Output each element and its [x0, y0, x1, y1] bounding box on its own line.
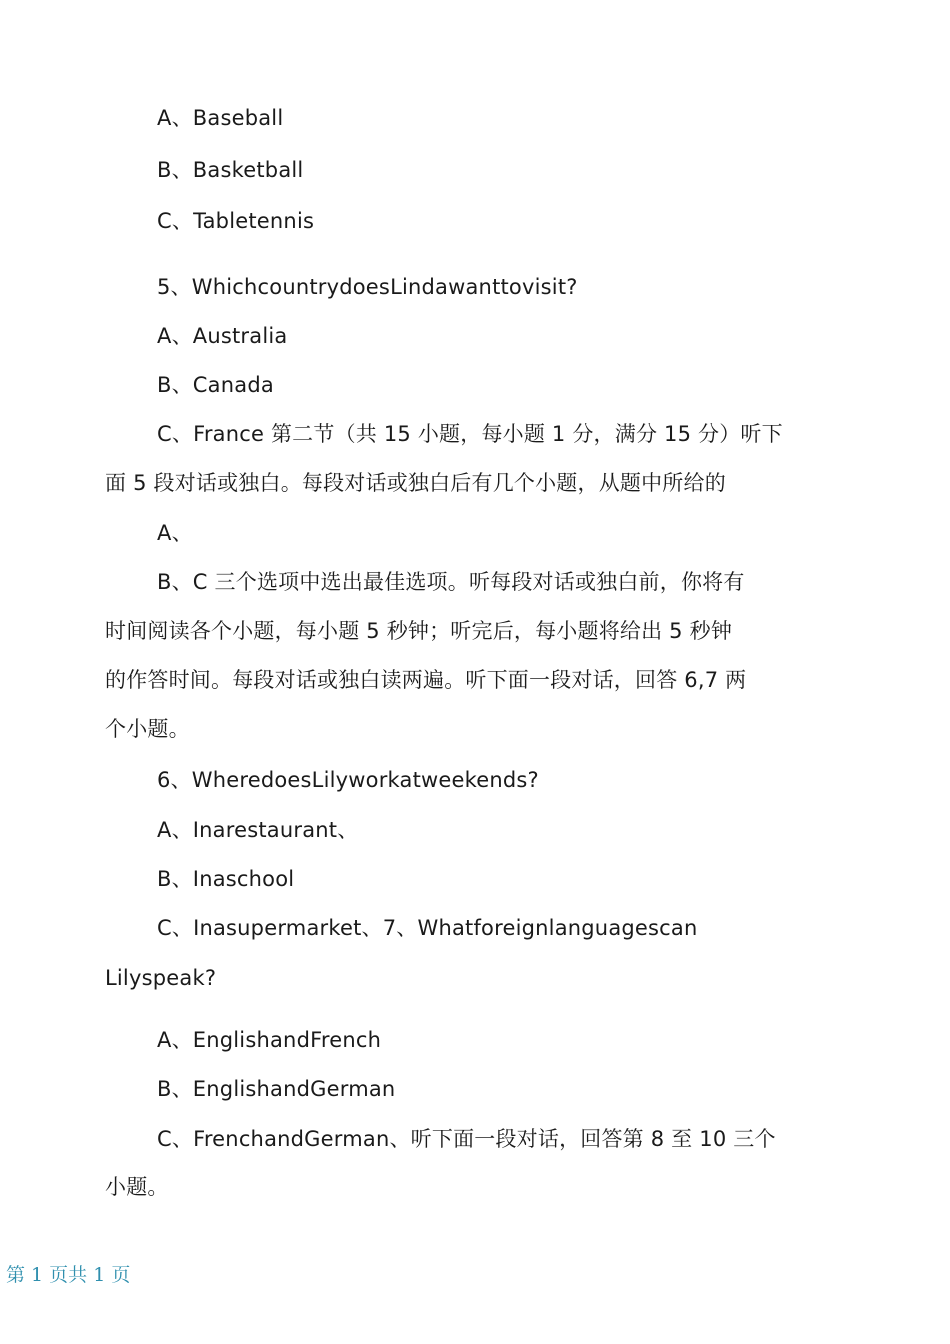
option-a-australia: A、Australia: [157, 324, 288, 348]
question-7-continued: Lilyspeak?: [105, 966, 217, 990]
option-c-tabletennis: C、Tabletennis: [157, 209, 315, 233]
instruction-line: 时间阅读各个小题，每小题 5 秒钟；听完后，每小题将给出 5 秒钟: [105, 619, 733, 643]
instruction-line: 个小题。: [105, 717, 190, 741]
option-b-basketball: B、Basketball: [157, 158, 304, 182]
option-a-restaurant: A、Inarestaurant、: [157, 818, 359, 842]
option-b-english-german: B、EnglishandGerman: [157, 1077, 396, 1101]
instruction-line: 的作答时间。每段对话或独白读两遍。听下面一段对话，回答 6,7 两: [105, 668, 747, 692]
option-a-baseball: A、Baseball: [157, 106, 284, 130]
option-c-french-german: C、FrenchandGerman、听下面一段对话，回答第 8 至 10 三个: [157, 1127, 776, 1151]
instruction-line: 小题。: [105, 1175, 169, 1199]
option-a-english-french: A、EnglishandFrench: [157, 1028, 382, 1052]
question-6: 6、WheredoesLilyworkatweekends?: [157, 768, 539, 792]
option-c-france-section-two: C、France 第二节（共 15 小题，每小题 1 分，满分 15 分）听下: [157, 422, 783, 446]
option-c-supermarket-question-7: C、Inasupermarket、7、Whatforeignlanguagescan: [157, 916, 698, 940]
option-b-school: B、Inaschool: [157, 867, 295, 891]
option-a-empty: A、: [157, 521, 193, 545]
instruction-line: 面 5 段对话或独白。每段对话或独白后有几个小题，从题中所给的: [105, 471, 726, 495]
instruction-line: B、C 三个选项中选出最佳选项。听每段对话或独白前，你将有: [157, 570, 745, 594]
page-number-footer: 第 1 页共 1 页: [6, 1264, 131, 1286]
option-b-canada: B、Canada: [157, 373, 274, 397]
question-5: 5、WhichcountrydoesLindawanttovisit?: [157, 275, 578, 299]
